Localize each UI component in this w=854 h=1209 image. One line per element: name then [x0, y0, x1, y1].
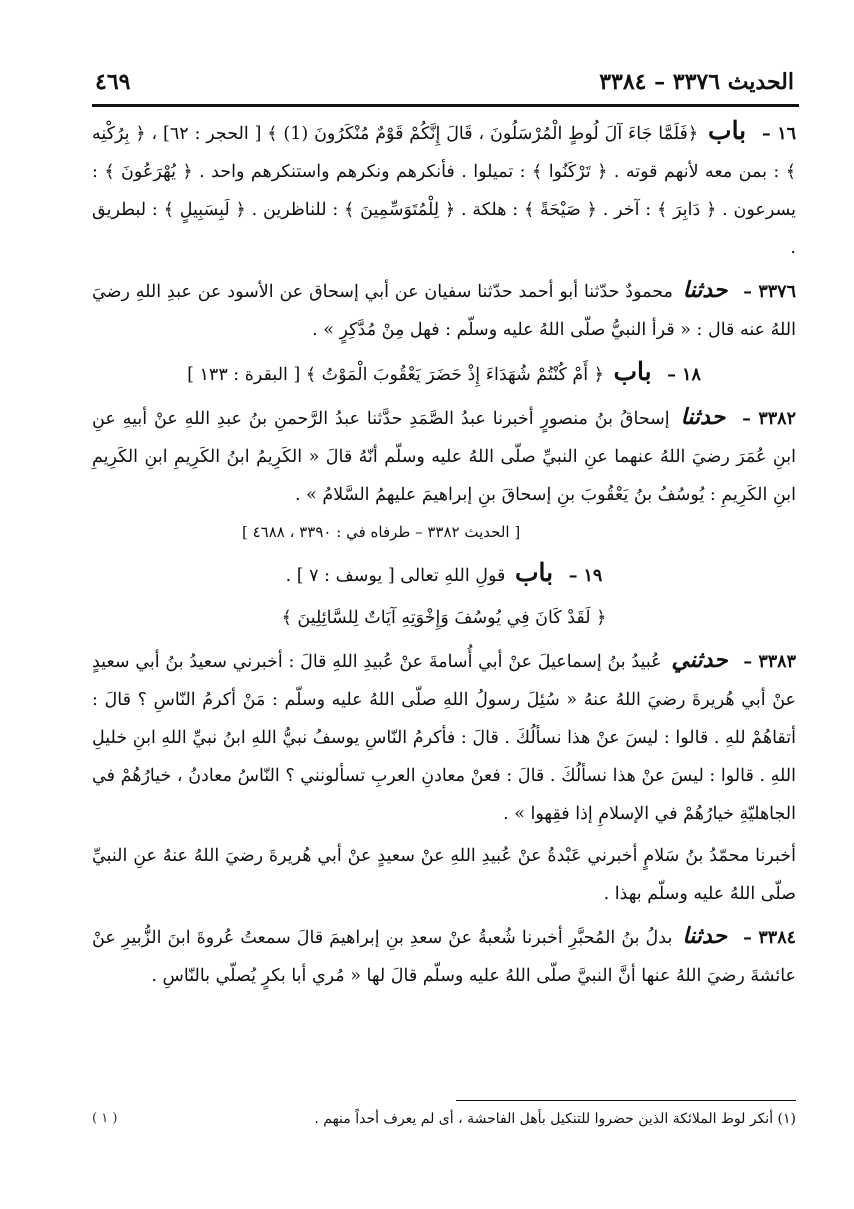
- bab-heading: باب: [514, 558, 554, 587]
- page-header: [95, 62, 794, 102]
- hadith-number: ٣٣٨٢ –: [742, 409, 796, 429]
- haddathana-heading: حدثنا: [680, 404, 726, 430]
- section-text: ﴿فَلَمَّا جَاءَ آلَ لُوطٍ الْمُرْسَلُونَ ، قَالَ إِنَّكُمْ قَوْمٌ مُنْكَرُونَ (1) ﴾ [ الحجر : ٦٢] ، ﴿ بِرُكْنِه ﴾ : بمن معه لأنهم قوته . ﴿ تَرْكَنُوا ﴾ : تميلوا . فأنكرهم ونكرهم واستنكرهم واحد . ﴿ يُهْرَعُونَ ﴾ : يسرعون . ﴿ دَابِرَ ﴾ : آخر . ﴿ صَيْحَةً ﴾ : هلكة . ﴿ لِلْمُتَوَسِّمِينَ ﴾ : للناظرين . ﴿ لَبِسَبِيلٍ ﴾ : لبطريق .: [92, 124, 796, 258]
- footnote-text: (١) أنكر لوط الملائكة الذين حضروا للتنكيل بأهل الفاحشة ، أى لم يعرف أحداً منهم .: [314, 1111, 796, 1127]
- bab-heading: باب: [708, 116, 747, 145]
- section-number: ١٩ –: [568, 566, 603, 586]
- footnote-mark: ( ١ ): [92, 1111, 118, 1126]
- header-rule: [92, 104, 799, 107]
- section-number: ١٦ –: [762, 124, 796, 144]
- hadith-number: ٣٣٨٣ –: [743, 652, 796, 672]
- page-body: [92, 112, 796, 999]
- hadith-3383: [92, 641, 796, 833]
- bab-heading: باب: [613, 357, 652, 386]
- section-19: [92, 554, 796, 595]
- section-18: [92, 353, 796, 394]
- page-number: ٤٦٩: [95, 69, 131, 95]
- haddathana-heading: حدثني: [671, 647, 728, 673]
- hadith-3382: [92, 398, 796, 514]
- haddathana-heading: حدثنا: [682, 923, 728, 949]
- hadith-3383-chain: أخبرنا محمّدُ بنُ سَلامٍ أخبرني عَبْدةُ عنْ عُبيدِ اللهِ عنْ سعيدٍ عنْ أبي هُريرةَ رضيَ اللهُ عنهُ عنِ النبيِّ صلّى اللهُ عليه وسلّم بهذا .: [92, 846, 796, 904]
- hadith-3384: [92, 917, 796, 995]
- hadith-3376: [92, 271, 796, 349]
- section-number: ١٨ –: [667, 365, 701, 385]
- quran-verse: ﴿ لَقَدْ كَانَ فِي يُوسُفَ وَإِخْوَتِهِ آيَاتٌ لِلسَّائِلِينَ ﴾: [281, 608, 607, 628]
- haddathana-heading: حدثنا: [682, 277, 728, 303]
- hadith-text: عُبيدُ بنُ إسماعيلَ عنْ أبي أُسامةَ عنْ عُبيدِ اللهِ قالَ : أخبرني سعيدُ بنُ أبي سعيدٍ عنْ أبي هُريرةَ رضيَ اللهُ عنهُ « سُئِلَ رسولُ اللهِ صلّى اللهُ عليه وسلّم : مَنْ أكرمُ النّاسِ ؟ قالَ : أتقاهُمْ للهِ . قالوا : ليسَ عنْ هذا نسألُكَ . قالَ : فأكرمُ النّاسِ يوسفُ نبيُّ اللهِ ابنُ نبيِّ اللهِ ابنِ خليلِ اللهِ . قالوا : ليسَ عنْ هذا نسألُكَ . قالَ : فعنْ معادنِ العربِ تسألونني ؟ النّاسُ معادنُ ، خيارُهُمْ في الجاهليّةِ خيارُهُمْ في الإسلامِ إذا فقِهوا » .: [92, 652, 796, 824]
- hadith-reference: [ الحديث ٣٣٨٢ – طرفاه في : ٣٣٩٠ ، ٤٦٨٨ ]: [242, 523, 521, 541]
- hadith-text: إسحاقُ بنُ منصورٍ أخبرنا عبدُ الصَّمَدِ حدَّثنا عبدُ الرَّحمنِ بنُ عبدِ اللهِ عنْ أبيهِ عنِ ابنِ عُمَرَ رضيَ اللهُ عنهما عنِ النبيِّ صلّى اللهُ عليه وسلّم أنّهُ قالَ « الكَرِيمُ ابنُ الكَرِيمِ ابنِ الكَرِيمِ ابنِ الكَرِيمِ : يُوسُفُ بنُ يَعْقُوبَ بنِ إسحاقَ بنِ إبراهيمَ عليهمُ السَّلامُ » .: [92, 409, 796, 505]
- hadith-text: محمودٌ حدّثنا أبو أحمد حدّثنا سفيان عن أبي إسحاق عن الأسود عن عبدِ اللهِ رضيَ اللهُ عنه قال : « قرأ النبيُّ صلّى اللهُ عليه وسلّم : فهل مِنْ مُدَّكِرٍ » .: [92, 282, 796, 340]
- section-text: ﴿ أَمْ كُنْتُمْ شُهَدَاءَ إِذْ حَضَرَ يَعْقُوبَ الْمَوْتُ ﴾ [ البقرة : ١٣٣ ]: [187, 365, 604, 385]
- section-16: [92, 112, 796, 267]
- section-text: قولِ اللهِ تعالى [ يوسف : ٧ ] .: [285, 566, 506, 586]
- hadith-text: بدلُ بنُ المُحبَّرِ أخبرنا شُعبةُ عنْ سعدِ بنِ إبراهيمَ قالَ سمعتُ عُروةَ ابنَ الزُّبيرِ عنْ عائشةَ رضيَ اللهُ عنها أنَّ النبيَّ صلّى اللهُ عليه وسلّم قالَ لها « مُري أبا بكرٍ يُصلّي بالنّاسِ .: [92, 928, 796, 986]
- hadith-number: ٣٣٧٦ –: [743, 282, 796, 302]
- running-head: الحديث ٣٣٧٦ – ٣٣٨٤: [599, 69, 794, 95]
- footnote-rule: [456, 1100, 796, 1101]
- hadith-number: ٣٣٨٤ –: [743, 928, 796, 948]
- footnote: [92, 1106, 796, 1132]
